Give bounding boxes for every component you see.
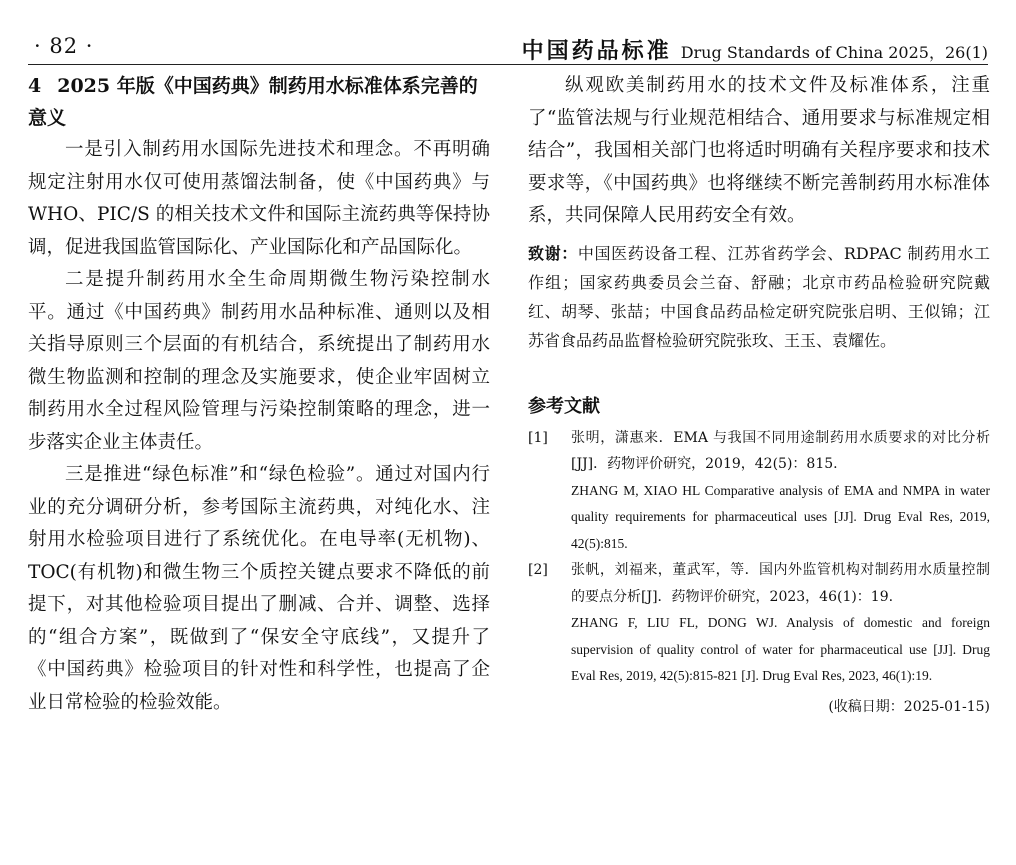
received-date: (收稿日期：2025-01-15) xyxy=(828,698,990,715)
body-paragraph: 三是推进“绿色标准”和“绿色检验”。通过对国内行业的充分调研分析，参考国际主流药典，对纯化水、注射用水检验项目进行了系统优化。在电导率(无机物)、TOC(有机物)和微生物三个质控关键点要求不降低的前提下，对其他检验项目提出了删减、合并、调整、选择的“组合方案”，既做到了“保安全守底线”，又提升了《中国药典》检验项目的针对性和科学性，也提高了企业日常检验的检验效能。 xyxy=(28,464,490,713)
reference-index: [2] xyxy=(528,562,548,578)
reference-en: ZHANG M, XIAO HL Comparative analysis of EMA and NMPA in water quality requirements for pharmaceutical uses [JJ]. Drug Eval Res, 2019, 42(5):815. xyxy=(571,482,990,551)
section-title: 2025 年版《中国药典》制药用水标准体系完善的意义 xyxy=(28,75,478,129)
journal-title xyxy=(522,34,988,65)
acknowledgement xyxy=(528,239,990,355)
acknowledgement-label: 致谢： xyxy=(528,243,578,263)
reference-cn: 张帆，刘福来，董武军，等．国内外监管机构对制药用水质量控制的要点分析[J]．药物评价研究，2023，46(1)：19. xyxy=(571,562,990,605)
section-number: 4 xyxy=(28,75,42,97)
journal-title-en: Drug Standards of China 2025，26(1) xyxy=(680,43,988,62)
page-header xyxy=(28,34,988,65)
section-heading xyxy=(28,70,490,134)
body-paragraph: 一是引入制药用水国际先进技术和理念。不再明确规定注射用水仅可使用蒸馏法制备，使《中国药典》与 WHO、PIC/S 的相关技术文件和国际主流药典等保持协调，促进我国监管国际化、产业国际化和产品国际化。 xyxy=(28,139,490,258)
acknowledgement-text: 中国医药设备工程、江苏省药学会、RDPAC 制药用水工作组；国家药典委员会兰奋、舒融；北京市药品检验研究院戴红、胡琴、张喆；中国食品药品检定研究院张启明、王似锦；江苏省食品药品监督检验研究院张玫、王玉、袁耀佐。 xyxy=(528,243,990,350)
body-paragraph: 纵观欧美制药用水的技术文件及标准体系，注重了“监管法规与行业规范相结合、通用要求与标准规定相结合”，我国相关部门也将适时明确有关程序要求和技术要求等，《中国药典》也将继续不断完善制药用水标准体系，共同保障人民用药安全有效。 xyxy=(528,75,990,226)
reference-en: ZHANG F, LIU FL, DONG WJ. Analysis of domestic and foreign supervision of quality control of water for pharmaceutical use [JJ]. Drug Eval Res, 2019, 42(5):815-821 [J]. Drug Eval Res, 2023, 46(1):19. xyxy=(571,615,990,683)
reference-cn: 张明，潇惠来．EMA 与我国不同用途制药用水质要求的对比分析[JJ]．药物评价研究，2019，42(5)：815. xyxy=(571,429,990,472)
journal-title-cn: 中国药品标准 xyxy=(521,38,672,64)
body-paragraph: 二是提升制药用水全生命周期微生物污染控制水平。通过《中国药典》制药用水品种标准、通则以及相关指导原则三个层面的有机结合，系统提出了制药用水微生物监测和控制的理念及实施要求，使企业牢固树立制药用水全过程风险管理与污染控制策略的理念，进一步落实企业主体责任。 xyxy=(28,269,490,453)
left-column xyxy=(28,70,490,719)
page-number: · 82 · xyxy=(34,34,94,58)
right-column xyxy=(528,70,990,720)
reference-index: [1] xyxy=(528,429,548,446)
references-heading: 参考文献 xyxy=(528,395,600,417)
reference-item xyxy=(528,425,990,558)
reference-item xyxy=(528,557,990,690)
